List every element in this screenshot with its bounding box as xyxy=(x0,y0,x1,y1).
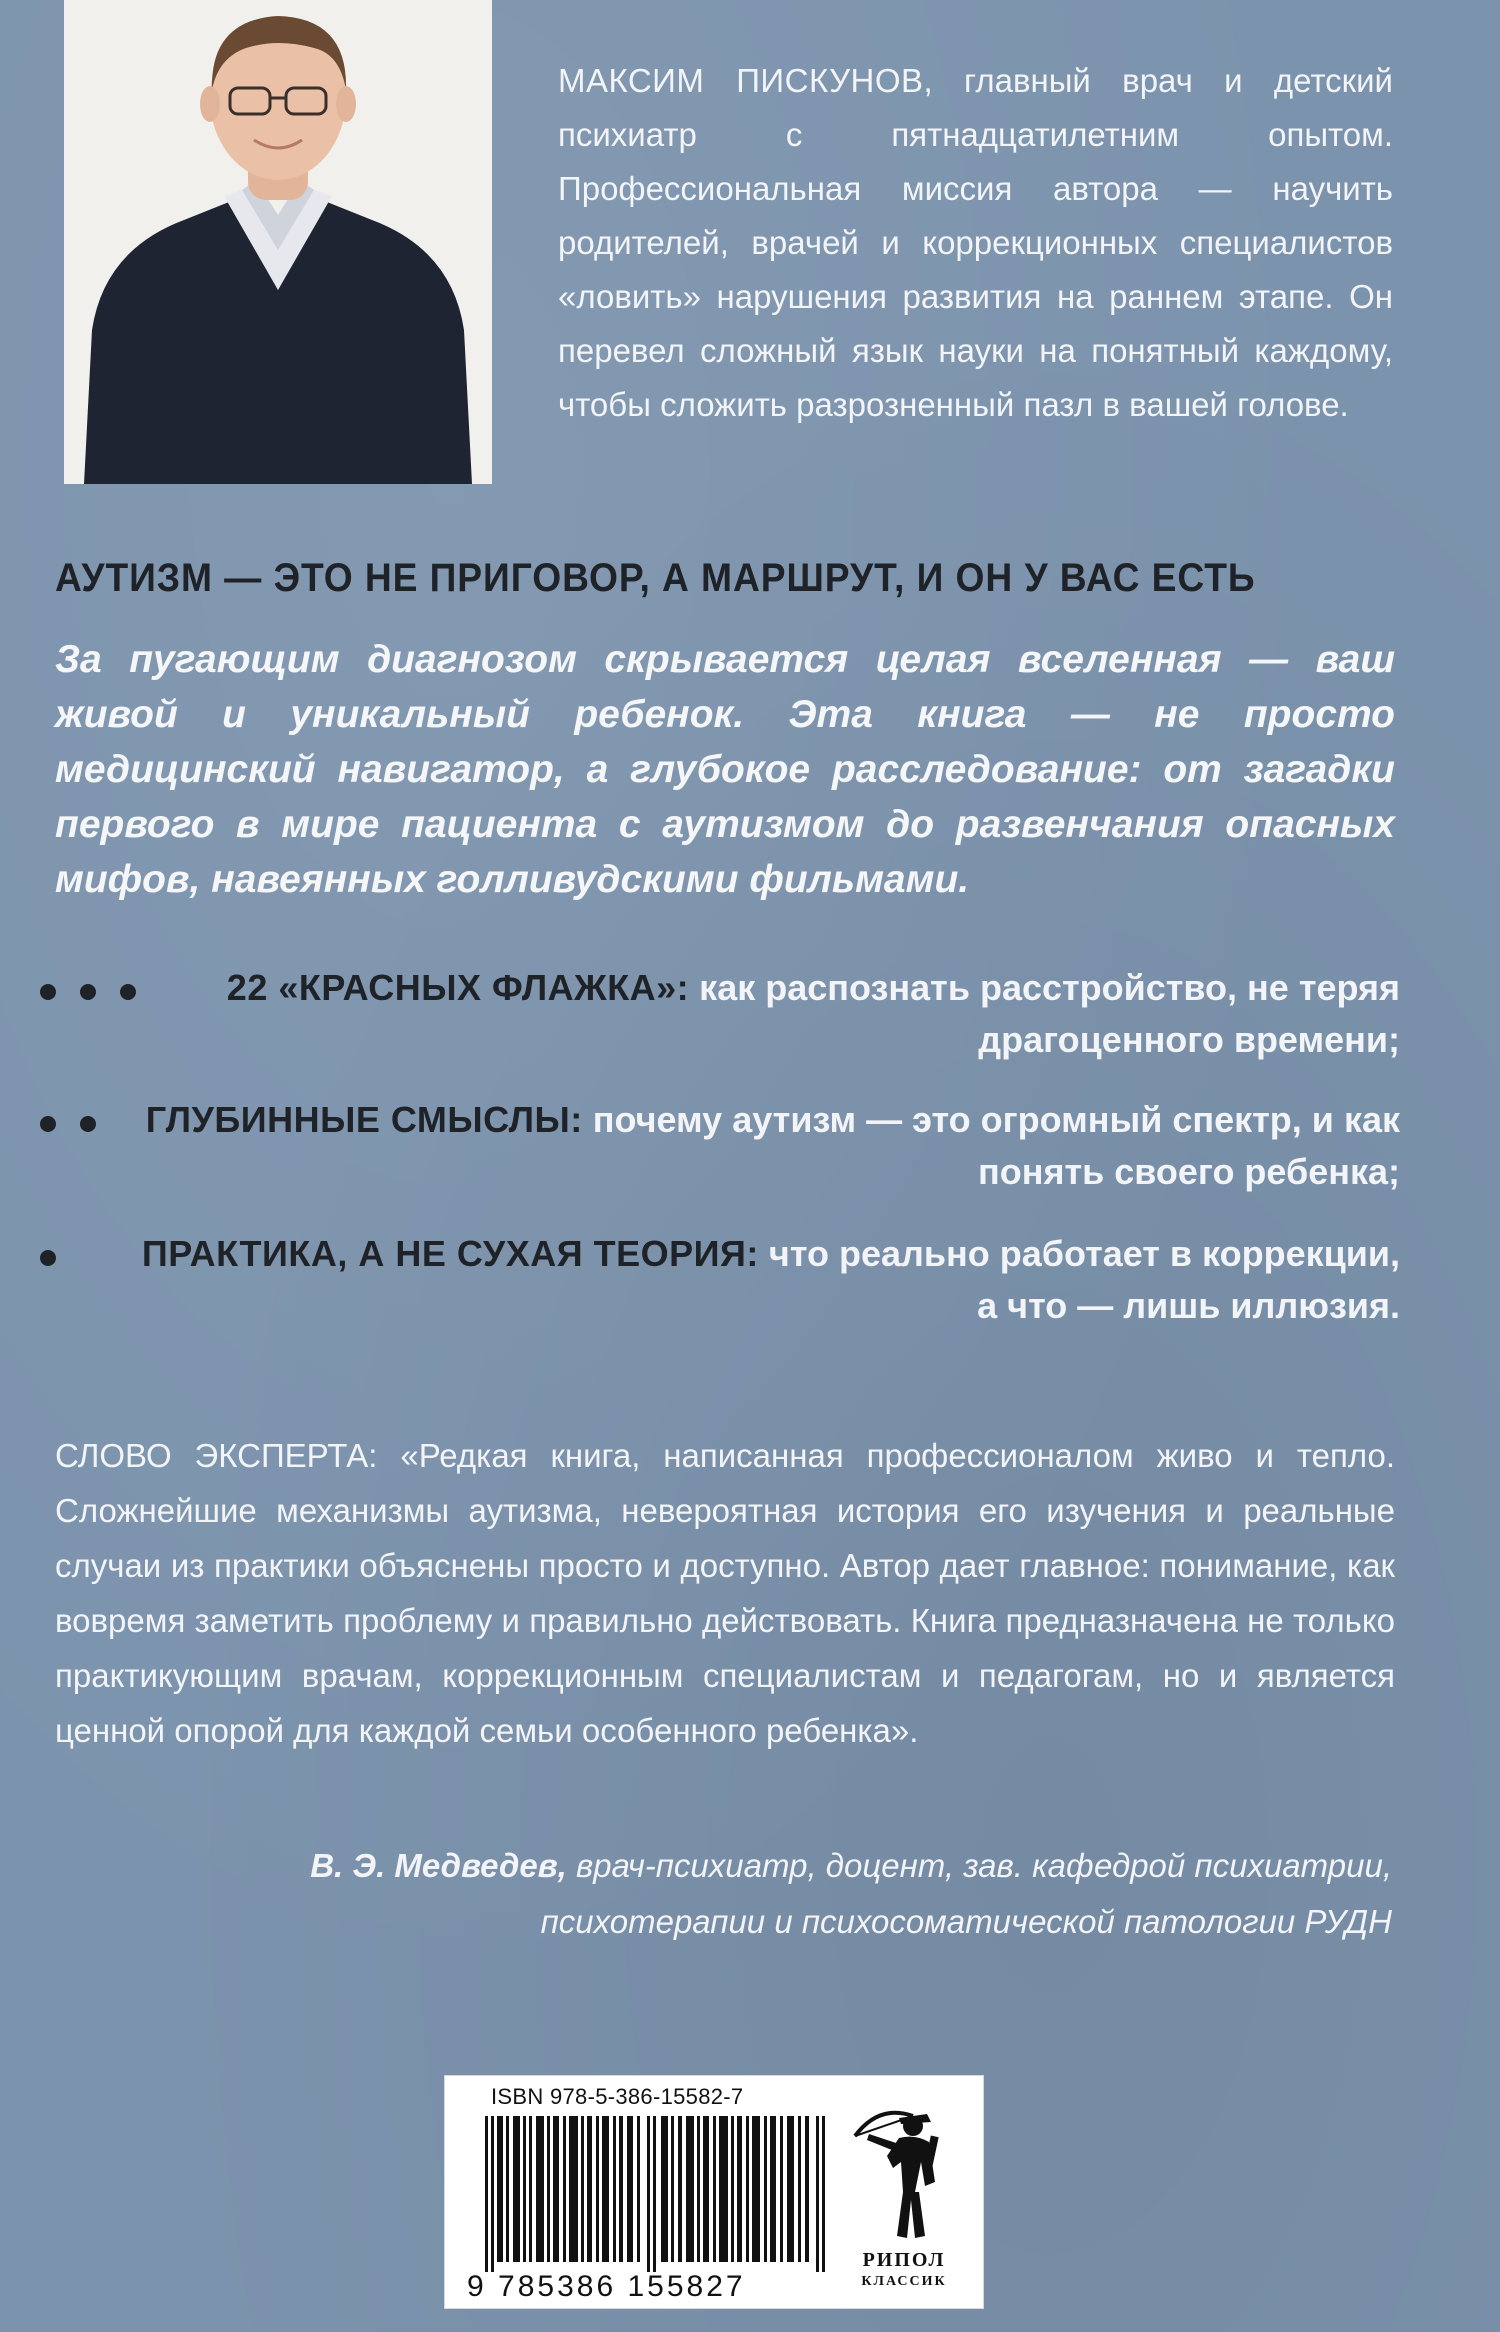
bullet-text-line2: драгоценного времени; xyxy=(978,1019,1400,1060)
signature-name: В. Э. Медведев, xyxy=(310,1847,567,1884)
bullet-item-1 xyxy=(100,962,1400,1066)
barcode-icon xyxy=(485,2116,825,2272)
author-name: МАКСИМ ПИСКУНОВ xyxy=(558,62,924,99)
bullet-text: почему аутизм — это огромный спектр, и как xyxy=(582,1099,1400,1140)
isbn-digits: 9 785386 155827 xyxy=(467,2270,746,2303)
isbn-label: ISBN 978-5-386-15582-7 xyxy=(491,2084,744,2109)
expert-signature xyxy=(192,1838,1392,1950)
isbn-box xyxy=(444,2075,984,2309)
bullet-term: ГЛУБИННЫЕ СМЫСЛЫ: xyxy=(145,1099,583,1140)
signature-title-line2: психотерапии и психосоматической патологии РУДН xyxy=(540,1903,1392,1940)
bullet-item-3 xyxy=(100,1228,1400,1332)
dot xyxy=(80,1116,96,1132)
dot xyxy=(40,1116,56,1132)
headline: АУТИЗМ — ЭТО НЕ ПРИГОВОР, А МАРШРУТ, И ОН У ВАС ЕСТЬ xyxy=(55,556,1256,600)
bullet-item-2 xyxy=(100,1094,1400,1198)
bullet-text: что реально работает в коррекции, xyxy=(758,1233,1400,1274)
publisher-name xyxy=(841,2248,967,2292)
publisher-name-sub: КЛАССИК xyxy=(861,2274,947,2289)
bullet-term: 22 «КРАСНЫХ ФЛАЖКА»: xyxy=(226,967,690,1008)
bullet-term: ПРАКТИКА, А НЕ СУХАЯ ТЕОРИЯ: xyxy=(141,1233,759,1274)
expert-quote-text: «Редкая книга, написанная профессионалом живо и тепло. Сложнейшие механизмы аутизма, невероятная история его изучения и реальные случаи из практики объяснены просто и доступно. Автор дает главное: понимание, как вовремя заметить проблему и правильно действовать. Книга предназначена не только практикующим врачам, коррекционным специалистам и педагогам, но и является ценной опорой для каждой семьи особенного ребенка». xyxy=(55,1437,1395,1749)
author-bio-text: , главный врач и детский психиатр с пятнадцатилетним опытом. Профессиональная миссия автора — научить родителей, врачей и коррекционных специалистов «ловить» нарушения развития на раннем этапе. Он перевел сложный язык науки на понятный каждому, чтобы сложить разрозненный пазл в вашей голове. xyxy=(558,62,1393,423)
bullet-text: как распознать расстройство, не теряя xyxy=(689,967,1400,1008)
publisher-name-main: РИПОЛ xyxy=(862,2249,946,2271)
expert-quote xyxy=(55,1428,1395,1758)
bullet-dots-2 xyxy=(40,1116,96,1132)
bullet-text-line2: а что — лишь иллюзия. xyxy=(977,1285,1400,1326)
author-photo xyxy=(64,0,492,484)
bullet-dots-3 xyxy=(40,1250,56,1266)
dot xyxy=(80,984,96,1000)
lead-paragraph: За пугающим диагнозом скрывается целая вселенная — ваш живой и уникальный ребенок. Эта книга — не просто медицинский навигатор, а глубокое расследование: от загадки первого в мире пациента с аутизмом до развенчания опасных мифов, навеянных голливудскими фильмами. xyxy=(55,638,1395,901)
dot xyxy=(40,984,56,1000)
archer-logo-icon xyxy=(849,2096,959,2246)
expert-label: СЛОВО ЭКСПЕРТА: xyxy=(55,1437,378,1474)
signature-title-line1: врач-психиатр, доцент, зав. кафедрой психиатрии, xyxy=(566,1847,1392,1884)
author-bio xyxy=(558,54,1393,432)
dot xyxy=(40,1250,56,1266)
bullet-text-line2: понять своего ребенка; xyxy=(977,1151,1400,1192)
